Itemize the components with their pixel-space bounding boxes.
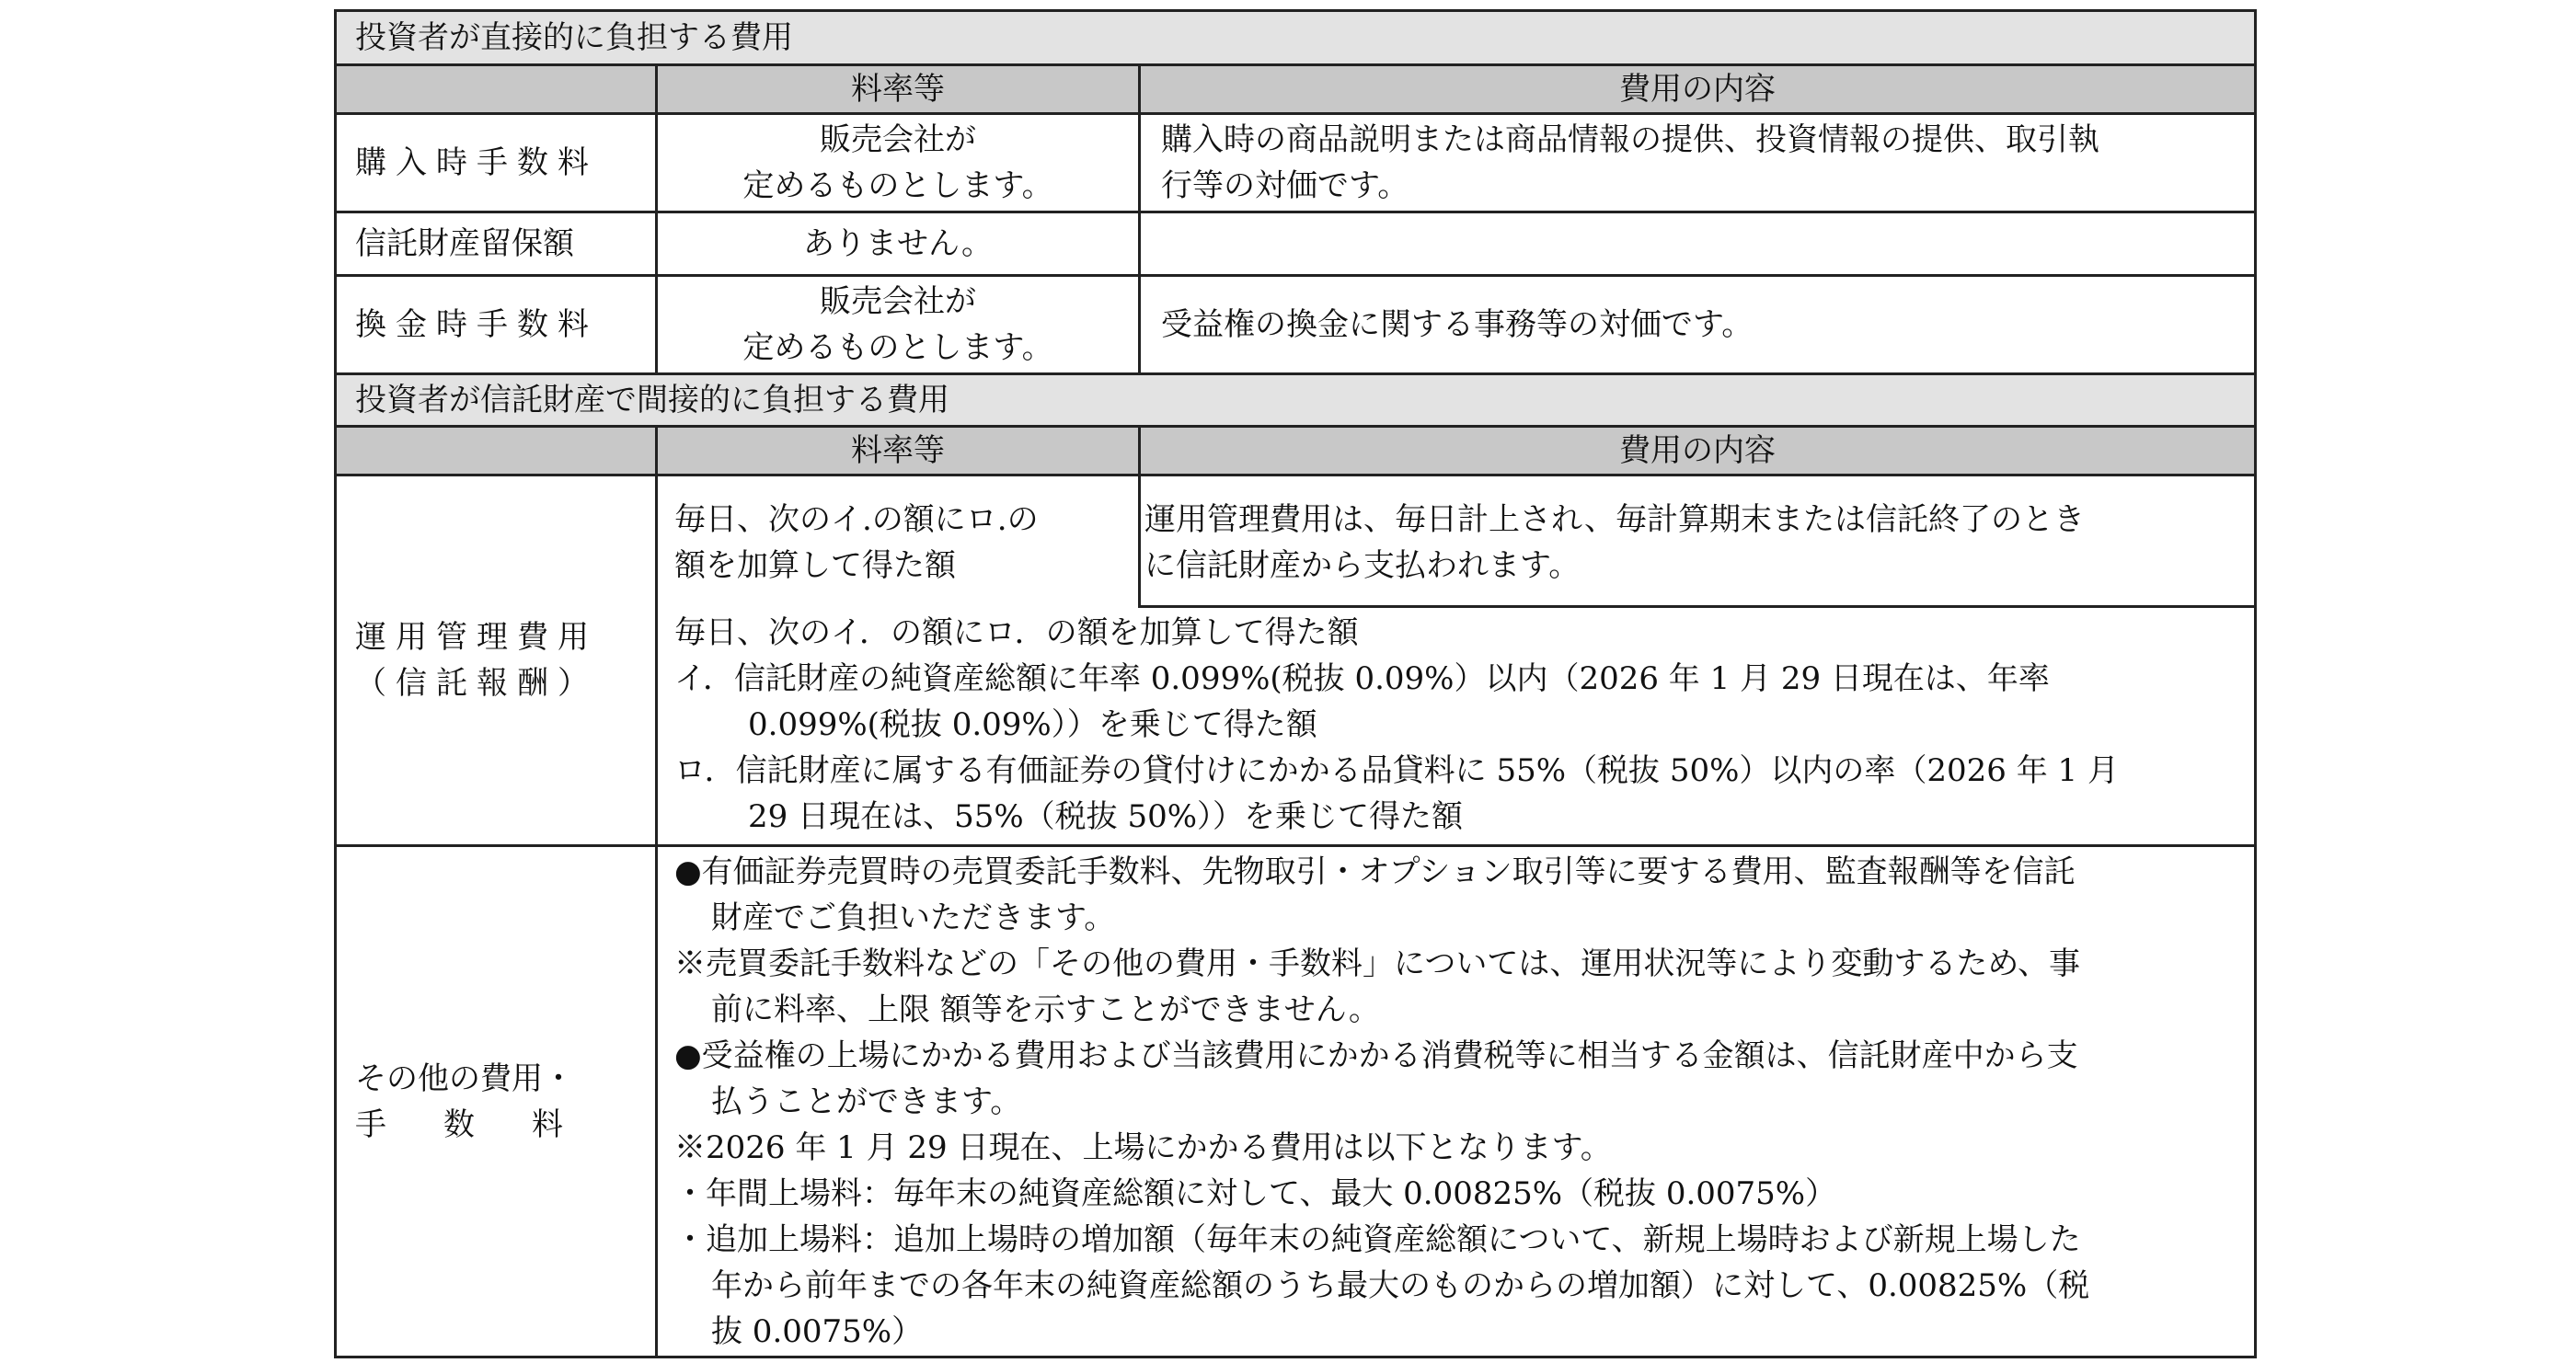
other-line: ・追加上場料：追加上場時の増加額（毎年末の純資産総額について、新規上場時および新規上場した — [674, 1221, 2081, 1258]
section2-col-content: 費用の内容 — [1141, 428, 2254, 474]
row-rate-trust-reserve: ありません。 — [802, 225, 994, 262]
divider — [1138, 428, 1141, 476]
mgmt-rate — [658, 476, 1138, 605]
other-item — [674, 1171, 2254, 1217]
other-line: 抜 0.0075%） — [711, 1313, 924, 1350]
label-line: （信託報酬） — [355, 665, 598, 702]
row-content-trust-reserve — [1141, 213, 2254, 274]
label-line: 運用管理費用 — [355, 619, 598, 656]
other-line: 年から前年までの各年末の純資産総額のうち最大のものからの増加額）に対して、0.00825%（税 — [711, 1267, 2090, 1304]
other-item — [674, 1125, 2254, 1171]
row-label-other-fees — [337, 847, 658, 1356]
detail-line: 0.099%(税抜 0.09%））を乗じて得た額 — [748, 706, 1317, 743]
rate-line: 毎日、次のイ.の額にロ.の — [674, 501, 1039, 538]
fee-table — [334, 9, 2257, 1358]
other-item — [674, 849, 2254, 941]
other-item — [674, 1217, 2254, 1355]
row-content-purchase-fee — [1141, 115, 2254, 211]
other-item — [674, 941, 2254, 1033]
other-line: ●受益権の上場にかかる費用および当該費用にかかる消費税等に相当する金額は、信託財産中から支 — [674, 1037, 2078, 1074]
row-label-purchase-fee: 購入時手数料 — [355, 144, 598, 181]
content-line: 行等の対価です。 — [1161, 167, 1409, 204]
section1-col-rate: 料率等 — [658, 66, 1138, 112]
divider — [1138, 66, 1141, 372]
content-line: 購入時の商品説明または商品情報の提供、投資情報の提供、取引執 — [1161, 121, 2099, 158]
other-line: 前に料率、上限 額等を示すことができません。 — [711, 991, 1380, 1028]
rate-line: 額を加算して得た額 — [674, 547, 956, 584]
divider — [655, 66, 658, 372]
row-label-redemption-fee: 換金時手数料 — [355, 306, 598, 343]
detail-item-ro — [674, 748, 2254, 840]
rate-line: 定めるものとします。 — [742, 167, 1053, 204]
label-line: 手数料 — [355, 1105, 620, 1143]
section2-col-rate: 料率等 — [658, 428, 1138, 474]
other-line: ※2026 年 1 月 29 日現在、上場にかかる費用は以下となります。 — [674, 1129, 1612, 1166]
detail-line: ロ．信託財産に属する有価証券の貸付けにかかる品貸料に 55%（税抜 50%）以内の率（2026 年 1 月 — [674, 752, 2119, 789]
divider — [1138, 476, 1141, 608]
other-line: ※売買委託手数料などの「その他の費用・手数料」については、運用状況等により変動するため、事 — [674, 945, 2080, 982]
section1-col-content: 費用の内容 — [1141, 66, 2254, 112]
detail-intro: 毎日、次のイ．の額にロ．の額を加算して得た額 — [674, 614, 1359, 651]
detail-line: 29 日現在は、55%（税抜 50%））を乗じて得た額 — [748, 798, 1464, 835]
section2-title: 投資者が信託財産で間接的に負担する費用 — [337, 375, 2254, 425]
other-line: 払うことができます。 — [711, 1083, 1022, 1120]
other-line: 財産でご負担いただきます。 — [711, 899, 1116, 936]
mgmt-content — [1141, 476, 2254, 605]
row-label-management-fee — [337, 476, 658, 844]
content-line: に信託財産から支払われます。 — [1144, 547, 1581, 584]
section1-title: 投資者が直接的に負担する費用 — [337, 12, 2254, 63]
detail-line: イ．信託財産の純資産総額に年率 0.099%(税抜 0.09%）以内（2026 年 1 月 29 日現在は、年率 — [674, 660, 2050, 697]
rate-line: 定めるものとします。 — [742, 329, 1053, 366]
other-line: ・年間上場料：毎年末の純資産総額に対して、最大 0.00825%（税抜 0.0075%） — [674, 1175, 1837, 1212]
content-line: 運用管理費用は、毎日計上され、毎計算期末または信託終了のとき — [1144, 501, 2086, 538]
row-rate-redemption-fee — [658, 277, 1138, 372]
detail-item-i — [674, 656, 2254, 748]
row-label-trust-reserve: 信託財産留保額 — [355, 225, 574, 262]
rate-line: 販売会社が — [820, 283, 976, 320]
other-line: ●有価証券売買時の売買委託手数料、先物取引・オプション取引等に要する費用、監査報酬等を信託 — [674, 853, 2076, 890]
mgmt-detail — [658, 608, 2254, 844]
other-item — [674, 1033, 2254, 1125]
row-content-redemption-fee: 受益権の換金に関する事務等の対価です。 — [1161, 306, 1754, 343]
label-line: その他の費用・ — [355, 1059, 574, 1097]
rate-line: 販売会社が — [820, 121, 976, 158]
divider — [655, 428, 658, 1356]
row-rate-purchase-fee — [658, 115, 1138, 211]
other-fees-content — [658, 847, 2254, 1356]
